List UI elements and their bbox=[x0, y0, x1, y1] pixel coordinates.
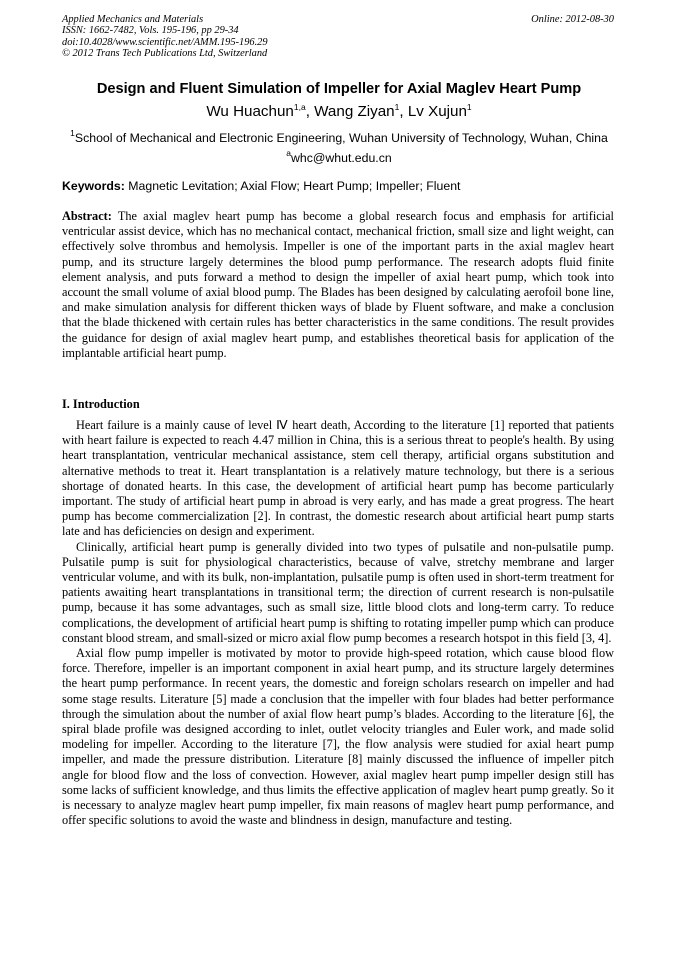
online-date: Online: 2012-08-30 bbox=[531, 14, 614, 25]
author-affiliation-mark: 1,a bbox=[293, 102, 306, 112]
abstract bbox=[62, 209, 614, 361]
affiliation-mark: 1 bbox=[70, 128, 75, 138]
issn-line: ISSN: 1662-7482, Vols. 195-196, pp 29-34 bbox=[62, 25, 239, 37]
keywords-label: Keywords: bbox=[62, 179, 125, 193]
abstract-text: The axial maglev heart pump has become a global research focus and emphasis for artificial ventricular assist device, which has no mechanical contact, mechanical friction, small size and light weight, can effectively solve thrombus and hemolysis. Impeller is one of the important parts in the axial maglev heart pump, and its structure largely determines the blood pump performance. The research adopts fluid finite element analysis, and puts forward a method to design the impeller of axial heart pump, which took into account the small volume of axial blood pump. The Blades has been designed by calculating aerofoil bone line, and make simulation analysis for different thicken ways of blade by Fluent software, and make a conclusion that the blade thickened with certain rules has better characteristics in the same conditions. The result provides the guidance for design of axial maglev heart pump, and establishes theoretical basis for application of the implantable artificial heart pump. bbox=[62, 209, 614, 360]
author-name: Wu Huachun bbox=[206, 103, 294, 120]
paragraph: Clinically, artificial heart pump is generally divided into two types of pulsatile and non-pulsatile pump. Pulsatile pump is suit for physiological characteristics, because of valve, stretchy membrane and larger ventricular volume, and with its bulk, non-implantation, pulsatile pump is often used in short-term treatment for patients awaiting heart transplantations in transitional term; the direction of current research is non-pulsatile pump, because it has some advantages, such as small size, little blood clots and long-term carry. To reduce complications, the development of artificial heart pump is shifting to rotating impeller pump which can produce constant blood stream, and small-sized or micro axial flow pump becomes a research hotspot in this field [3, 4]. bbox=[62, 539, 614, 645]
author-list bbox=[40, 102, 638, 122]
abstract-label: Abstract: bbox=[62, 209, 112, 223]
section-body bbox=[62, 418, 614, 828]
section-heading: I. Introduction bbox=[62, 397, 140, 411]
author-separator: , bbox=[305, 103, 315, 120]
author-separator: , bbox=[399, 103, 408, 120]
paragraph: Axial flow pump impeller is motivated by motor to provide high-speed rotation, which cause blood flow force. Therefore, impeller is an important component in axial heart pump, and its structure largely determines the heart pump performance. In recent years, the domestic and foreign scholars research on impeller and had some stage results. Literature [5] made a conclusion that the impeller with four blades had better performance through the simulation about the number of axial flow heart pump’s blades. According to the literature [6], the spiral blade profile was designed according to inlet, outlet velocity triangles and Euler work, and made solid modeling for impeller. According to the literature [7], the flow analysis were studied for axial heart pump impeller, and made the pressure distribution. Literature [8] mainly discussed the influence of impeller pitch angle for blood flow and the loss of convection. However, axial maglev heart pump impeller design still has some lacks of sufficient knowledge, and thus limits the effective application of maglev heart pump greatly. So it is necessary to analyze maglev heart pump impeller, fix main reasons of maglev heart pump performance, and offer specific solutions to avoid the waste and blindness in design, manufacture and testing. bbox=[62, 646, 614, 828]
paragraph: Heart failure is a mainly cause of level Ⅳ heart death, According to the literature [1] reported that patients with heart failure is expected to reach 4.47 million in China, this is a serious threat to people's health. By using heart transplantation, ventricular mechanical assistance, stem cell therapy, artificial organs substitution and alternative methods to treat it. Heart transplantation is a relatively mature technology, but there is a serious shortage of donated hearts. In this case, the development of artificial heart pump has become particularly important. The study of artificial heart pump in abroad is very early, and has made a great progress. The heart pump has become commercialization [2]. In contrast, the domestic research about artificial heart pump starts late and has deficiencies on design and experiment. bbox=[62, 418, 614, 539]
author-email bbox=[40, 150, 638, 167]
author-affiliation-mark: 1 bbox=[466, 102, 472, 112]
keywords bbox=[62, 178, 622, 195]
email-mark: a bbox=[286, 148, 292, 158]
affiliation-text: School of Mechanical and Electronic Engineering, Wuhan University of Technology, Wuhan, China bbox=[74, 131, 608, 145]
author-name: Lv Xujun bbox=[407, 103, 467, 120]
journal-name: Applied Mechanics and Materials bbox=[62, 14, 204, 25]
affiliation bbox=[30, 130, 648, 147]
doi-line: doi:10.4028/www.scientific.net/AMM.195-196.29 bbox=[62, 36, 268, 48]
keywords-text: Magnetic Levitation; Axial Flow; Heart Pump; Impeller; Fluent bbox=[128, 179, 461, 193]
paper-title: Design and Fluent Simulation of Impeller for Axial Maglev Heart Pump bbox=[96, 81, 582, 97]
copyright-line: © 2012 Trans Tech Publications Ltd, Switzerland bbox=[62, 48, 268, 60]
author-name: Wang Ziyan bbox=[314, 103, 395, 120]
author-affiliation-mark: 1 bbox=[394, 102, 400, 112]
journal-header bbox=[62, 14, 268, 60]
email-address: whc@whut.edu.cn bbox=[291, 151, 392, 165]
